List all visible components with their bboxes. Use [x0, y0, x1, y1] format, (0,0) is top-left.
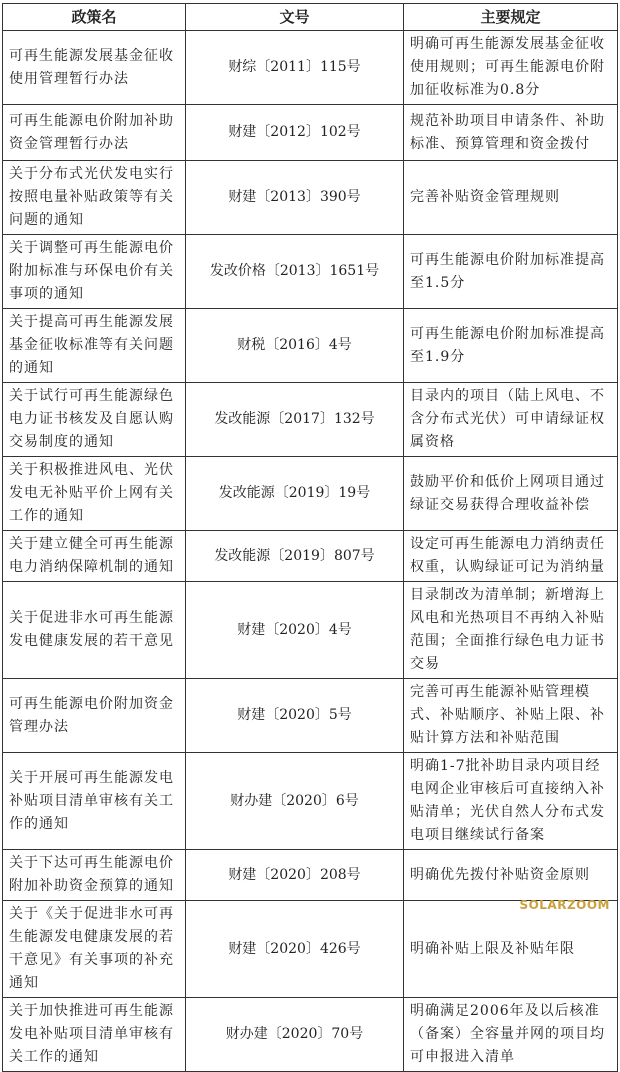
document-number-cell: 财建〔2020〕426号	[186, 901, 404, 998]
policy-name-cell: 关于提高可再生能源发展基金征收标准等有关问题的通知	[3, 309, 186, 383]
table-row	[3, 383, 618, 457]
policy-name-cell: 关于促进非水可再生能源发电健康发展的若干意见	[3, 582, 186, 679]
policy-name-cell: 可再生能源电价附加补助资金管理暂行办法	[3, 105, 186, 161]
provision-cell: 设定可再生能源电力消纳责任权重，认购绿证可记为消纳量	[404, 531, 618, 582]
provision-cell: 目录制改为清单制；新增海上风电和光热项目不再纳入补贴范围；全面推行绿色电力证书交易	[404, 582, 618, 679]
policy-name-cell: 关于积极推进风电、光伏发电无补贴平价上网有关工作的通知	[3, 457, 186, 531]
document-number-cell: 财税〔2016〕4号	[186, 309, 404, 383]
header-main-provisions: 主要规定	[404, 4, 618, 31]
table-header-row	[3, 4, 618, 31]
policy-name-cell: 关于开展可再生能源发电补贴项目清单审核有关工作的通知	[3, 753, 186, 850]
provision-cell: 明确补贴上限及补贴年限	[404, 901, 618, 998]
table-row	[3, 309, 618, 383]
table-row	[3, 31, 618, 105]
policy-name-cell: 关于试行可再生能源绿色电力证书核发及自愿认购交易制度的通知	[3, 383, 186, 457]
table-row	[3, 582, 618, 679]
provision-cell: 明确1-7批补助目录内项目经电网企业审核后可直接纳入补贴清单；光伏自然人分布式发电项目继续试行备案	[404, 753, 618, 850]
provision-cell: 鼓励平价和低价上网项目通过绿证交易获得合理收益补偿	[404, 457, 618, 531]
document-number-cell: 财建〔2020〕5号	[186, 679, 404, 753]
policy-name-cell: 关于分布式光伏发电实行按照电量补贴政策等有关问题的通知	[3, 161, 186, 235]
provision-cell: 目录内的项目（陆上风电、不含分布式光伏）可申请绿证权属资格	[404, 383, 618, 457]
document-number-cell: 财办建〔2020〕6号	[186, 753, 404, 850]
provision-cell: 可再生能源电价附加标准提高至1.5分	[404, 235, 618, 309]
document-number-cell: 发改能源〔2017〕132号	[186, 383, 404, 457]
table-row	[3, 850, 618, 901]
policy-name-cell: 可再生能源电价附加资金管理办法	[3, 679, 186, 753]
table-row	[3, 105, 618, 161]
provision-cell: 规范补助项目申请条件、补助标准、预算管理和资金拨付	[404, 105, 618, 161]
policy-name-cell: 关于加快推进可再生能源发电补贴项目清单审核有关工作的通知	[3, 998, 186, 1072]
table-row	[3, 457, 618, 531]
table-row	[3, 235, 618, 309]
document-number-cell: 财综〔2011〕115号	[186, 31, 404, 105]
table-row	[3, 161, 618, 235]
provision-cell: 明确可再生能源发展基金征收使用规则；可再生能源电价附加征收标准为0.8分	[404, 31, 618, 105]
document-number-cell: 财建〔2020〕208号	[186, 850, 404, 901]
provision-cell: 明确优先拨付补贴资金原则	[404, 850, 618, 901]
policy-name-cell: 关于建立健全可再生能源电力消纳保障机制的通知	[3, 531, 186, 582]
provision-cell: 明确满足2006年及以后核准（备案）全容量并网的项目均可申报进入清单	[404, 998, 618, 1072]
provision-cell: 完善补贴资金管理规则	[404, 161, 618, 235]
header-policy-name: 政策名	[3, 4, 186, 31]
policy-name-cell: 可再生能源发展基金征收使用管理暂行办法	[3, 31, 186, 105]
policy-name-cell: 关于下达可再生能源电价附加补助资金预算的通知	[3, 850, 186, 901]
document-number-cell: 发改价格〔2013〕1651号	[186, 235, 404, 309]
table-row	[3, 753, 618, 850]
table-row	[3, 679, 618, 753]
policy-name-cell: 关于调整可再生能源电价附加标准与环保电价有关事项的通知	[3, 235, 186, 309]
document-number-cell: 财建〔2020〕4号	[186, 582, 404, 679]
table-row	[3, 998, 618, 1072]
provision-cell: 可再生能源电价附加标准提高至1.9分	[404, 309, 618, 383]
document-number-cell: 财建〔2012〕102号	[186, 105, 404, 161]
policy-name-cell: 关于《关于促进非水可再生能源发电健康发展的若干意见》有关事项的补充通知	[3, 901, 186, 998]
document-number-cell: 财建〔2013〕390号	[186, 161, 404, 235]
table-row	[3, 531, 618, 582]
document-number-cell: 发改能源〔2019〕19号	[186, 457, 404, 531]
provision-cell: 完善可再生能源补贴管理模式、补贴顺序、补贴上限、补贴计算方法和补贴范围	[404, 679, 618, 753]
header-document-number: 文号	[186, 4, 404, 31]
document-number-cell: 发改能源〔2019〕807号	[186, 531, 404, 582]
watermark-logo: SOLARZOOM	[519, 898, 610, 912]
document-number-cell: 财办建〔2020〕70号	[186, 998, 404, 1072]
table-row	[3, 901, 618, 998]
